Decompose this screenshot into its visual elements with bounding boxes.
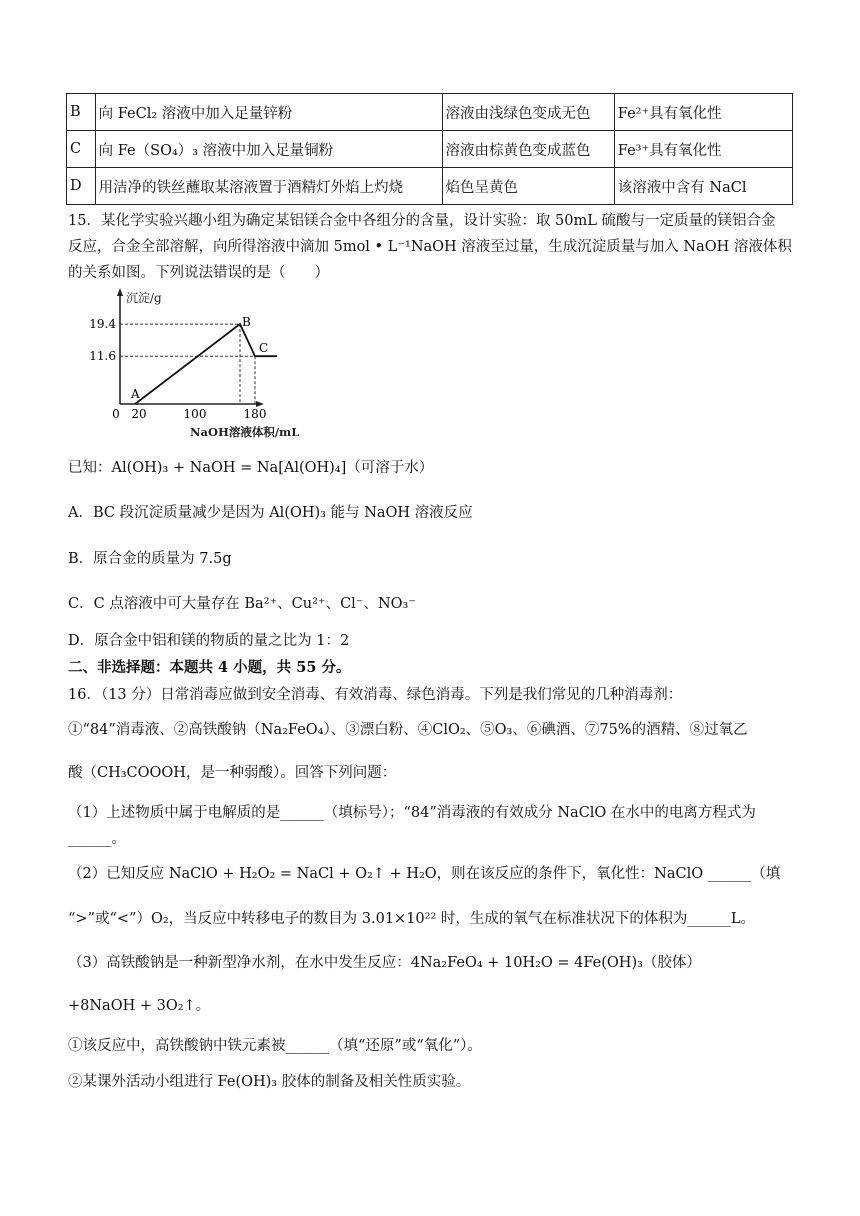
q15-option-b: B．原合金的质量为 7.5g <box>68 551 232 567</box>
options-table <box>66 93 793 205</box>
table-row <box>67 168 793 205</box>
q16-sub1: ①该反应中，高铁酸钠中铁元素被______（填“还原”或“氧化”）。 <box>68 1038 482 1054</box>
precipitate-chart <box>78 288 300 439</box>
table-row <box>67 94 793 131</box>
q15-known: 已知：Al(OH)₃ + NaOH = Na[Al(OH)₄]（可溶于水） <box>68 460 434 476</box>
cell-label: C <box>67 131 96 168</box>
cell-phenomenon: 溶液由浅绿色变成无色 <box>442 94 614 131</box>
y-tick-19-4: 19.4 <box>89 317 116 332</box>
q15-line1: 15．某化学实验兴趣小组为确定某铝镁合金中各组分的含量，设计实验：取 50mL 硫酸与一定质量的镁铝合金 <box>68 213 776 229</box>
q16-part1-b: ______。 <box>68 831 126 847</box>
y-axis-arrow <box>117 288 123 296</box>
q15-line3: 的关系如图。下列说法错误的是（ ） <box>68 265 329 281</box>
x-tick-0: 0 <box>112 407 120 421</box>
point-label-a: A <box>131 387 140 401</box>
cell-operation: 向 Fe（SO₄）₃ 溶液中加入足量铜粉 <box>95 131 442 168</box>
q15-line2: 反应，合金全部溶解，向所得溶液中滴加 5mol • L⁻¹NaOH 溶液至过量，生成沉淀质量与加入 NaOH 溶液体积 <box>68 239 792 255</box>
q16-line2: ①“84”消毒液、②高铁酸钠（Na₂FeO₄）、③漂白粉、④ClO₂、⑤O₃、⑥碘酒、⑦75%的酒精、⑧过氧乙 <box>68 722 748 738</box>
y-tick-11-6: 11.6 <box>89 349 116 364</box>
section-title: 二、非选择题：本题共 4 小题，共 55 分。 <box>68 659 351 676</box>
q15-option-a: A．BC 段沉淀质量减少是因为 Al(OH)₃ 能与 NaOH 溶液反应 <box>68 505 473 521</box>
q15-option-d: D．原合金中铝和镁的物质的量之比为 1：2 <box>68 633 350 649</box>
q16-part2-a: （2）已知反应 NaClO + H₂O₂ = NaCl + O₂↑ + H₂O，则在该反应的条件下，氧化性：NaClO ______（填 <box>68 866 781 882</box>
q16-line3: 酸（CH₃COOOH，是一种弱酸）。回答下列问题： <box>68 765 397 781</box>
cell-label: D <box>67 168 96 205</box>
cell-conclusion: 该溶液中含有 NaCl <box>614 168 792 205</box>
x-tick-100: 100 <box>183 407 207 421</box>
cell-phenomenon: 焰色呈黄色 <box>442 168 614 205</box>
table-row <box>67 131 793 168</box>
q16-part2-b: “>”或“<”）O₂，当反应中转移电子的数目为 3.01×10²² 时，生成的氧气在标准状况下的体积为______L。 <box>68 911 756 927</box>
cell-conclusion: Fe³⁺具有氧化性 <box>614 131 792 168</box>
q16-line1: 16．（13 分）日常消毒应做到安全消毒、有效消毒、绿色消毒。下列是我们常见的几种消毒剂： <box>68 687 683 703</box>
point-label-c: C <box>259 341 269 356</box>
q16-sub2: ②某课外活动小组进行 Fe(OH)₃ 胶体的制备及相关性质实验。 <box>68 1074 471 1090</box>
series-line <box>135 324 277 404</box>
q16-part3-a: （3）高铁酸钠是一种新型净水剂，在水中发生反应：4Na₂FeO₄ + 10H₂O = 4Fe(OH)₃（胶体） <box>68 955 701 971</box>
point-label-b: B <box>242 315 251 330</box>
q15-option-c: C．C 点溶液中可大量存在 Ba²⁺、Cu²⁺、Cl⁻、NO₃⁻ <box>68 596 416 612</box>
x-axis-label: NaOH溶液体积/mL <box>190 425 300 439</box>
cell-conclusion: Fe²⁺具有氧化性 <box>614 94 792 131</box>
x-tick-20: 20 <box>131 407 147 421</box>
cell-operation: 用洁净的铁丝蘸取某溶液置于酒精灯外焰上灼烧 <box>95 168 442 205</box>
cell-label: B <box>67 94 96 131</box>
x-tick-180: 180 <box>243 407 267 421</box>
cell-operation: 向 FeCl₂ 溶液中加入足量锌粉 <box>95 94 442 131</box>
q16-part3-b: +8NaOH + 3O₂↑。 <box>68 998 211 1014</box>
cell-phenomenon: 溶液由棕黄色变成蓝色 <box>442 131 614 168</box>
y-axis-label: 沉淀/g <box>126 291 162 305</box>
q16-part1-a: （1）上述物质中属于电解质的是______（填标号）；“84”消毒液的有效成分 NaClO 在水中的电离方程式为 <box>68 805 756 821</box>
